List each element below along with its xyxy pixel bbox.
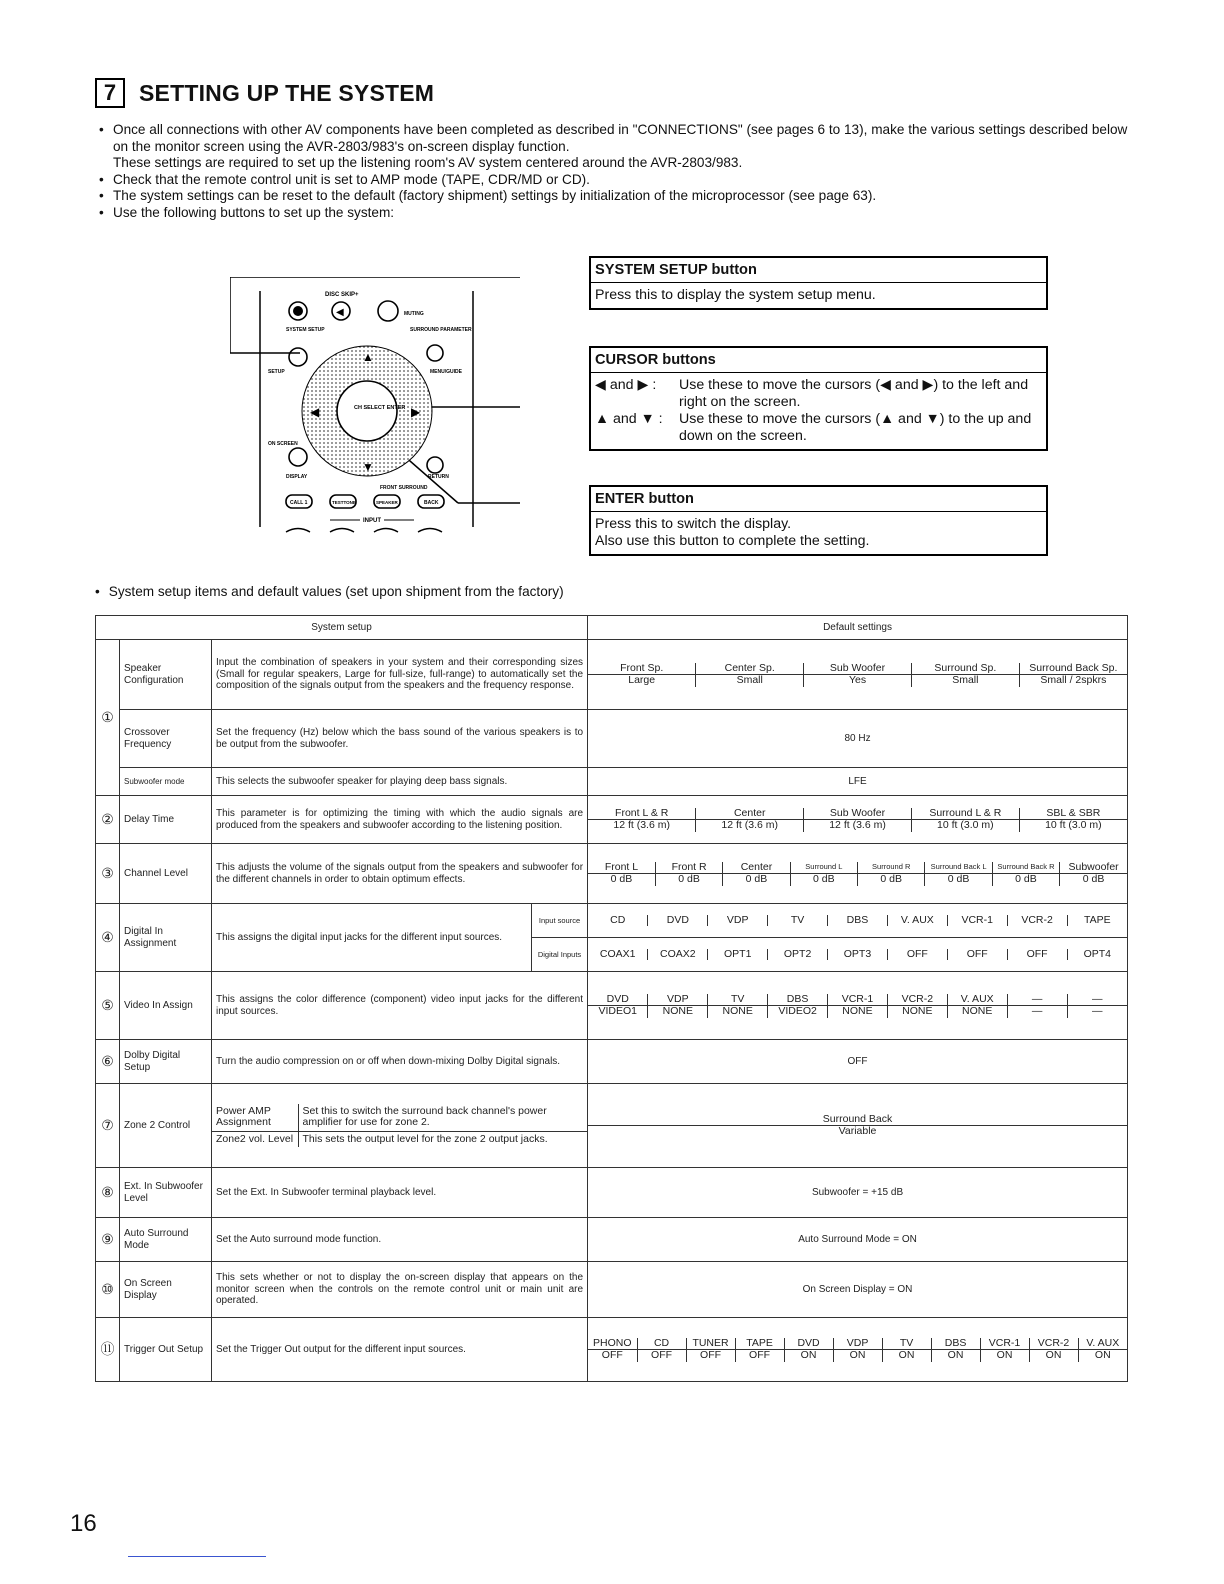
item-desc: This adjusts the volume of the signals output from the speakers and subwoofer for the different channels in order to obtain optimum effects. [212,844,588,904]
item-name: Ext. In Subwoofer Level [120,1168,212,1218]
ud-key: ▲ and ▼ : [595,411,663,427]
lr-text: Use these to move the cursors (◀ and ▶) to the left and right on the screen. [679,377,1029,410]
bullet-item: • Once all connections with other AV components have been completed as described in "CONNECTIONS" (see pages 6 to 13), make the various settings described below on the monitor screen using the AVR-2803/983's on-screen display function. These settings are required to set up the listening room's AV system centered around the AVR-2803/983. [95,122,1135,172]
svg-text:MENU/GUIDE: MENU/GUIDE [430,369,462,375]
default-value: 80 Hz [588,710,1128,768]
row-number: ⑩ [96,1262,120,1318]
lr-key: ◀ and ▶ : [595,377,657,393]
svg-text:▲: ▲ [362,350,374,364]
item-name: Channel Level [120,844,212,904]
row-number: ⑪ [96,1318,120,1382]
callout-title: SYSTEM SETUP button [591,258,1046,283]
section-number: 7 [95,78,125,108]
callout-text: Press this to switch the display. [595,516,792,532]
bullet-item: • Use the following buttons to set up the system: [95,205,1135,222]
item-desc: Set the Trigger Out output for the different input sources. [212,1318,588,1382]
svg-text:▶: ▶ [411,405,421,419]
svg-text:◀: ◀ [310,405,320,419]
system-setup-callout [589,256,1048,310]
speaker-config-values: Front Sp. Center Sp. Sub Woofer Surround Sp. Surround Back Sp. Large Small Yes Small Small / 2spkrs [588,663,1127,687]
item-desc: This sets whether or not to display the on-screen display that appears on the monitor screen when the controls on the remote control unit or main unit are operated. [212,1262,588,1318]
bullet-item: • The system settings can be reset to the default (factory shipment) settings by initialization of the microprocessor (see page 63). [95,188,1135,205]
svg-text:SYSTEM SETUP: SYSTEM SETUP [286,327,325,333]
item-desc: This assigns the digital input jacks for the different input sources. [212,904,532,972]
item-desc: Set the Auto surround mode function. [212,1218,588,1262]
callout-text: Also use this button to complete the setting. [595,533,870,549]
default-value: On Screen Display = ON [588,1262,1128,1318]
cursor-callout [589,346,1048,451]
svg-text:MUTING: MUTING [404,311,424,317]
row-number: ③ [96,844,120,904]
input-source-label: Input source [532,904,588,938]
zone2-subitems: Power AMP Assignment Set this to switch the surround back channel's power amplifier for use for zone 2. Zone2 vol. Level This sets the output level for the zone 2 output jacks. [212,1104,587,1148]
item-name: On Screen Display [120,1262,212,1318]
bullet-item: • Check that the remote control unit is set to AMP mode (TAPE, CDR/MD or CD). [95,172,1135,189]
item-name: Trigger Out Setup [120,1318,212,1382]
item-name: Subwoofer mode [120,768,212,796]
svg-text:SPEAKER: SPEAKER [376,500,398,505]
item-desc: Set the Ext. In Subwoofer terminal playback level. [212,1168,588,1218]
svg-text:SETUP: SETUP [268,369,285,375]
callout-text: Press this to display the system setup menu. [595,287,876,303]
row-number: ⑨ [96,1218,120,1262]
table-head-left: System setup [96,616,588,640]
svg-text:DISPLAY: DISPLAY [286,474,308,480]
item-name: Zone 2 Control [120,1084,212,1168]
item-desc: This assigns the color difference (component) video input jacks for the different input sources. [212,972,588,1040]
row-number: ④ [96,904,120,972]
footer-rule [128,1556,266,1557]
digital-in-inputs: COAX1 COAX2 OPT1 OPT2 OPT3 OFF OFF OFF OPT4 [588,949,1127,961]
item-desc: Turn the audio compression on or off when down-mixing Dolby Digital signals. [212,1040,588,1084]
item-name: Crossover Frequency [120,710,212,768]
svg-text:DISC SKIP+: DISC SKIP+ [325,292,359,298]
item-name: Video In Assign [120,972,212,1040]
default-value: Subwoofer = +15 dB [588,1168,1128,1218]
svg-text:FRONT SURROUND: FRONT SURROUND [380,485,428,491]
svg-text:INPUT: INPUT [363,518,381,524]
ud-text: Use these to move the cursors (▲ and ▼) to the up and down on the screen. [679,411,1032,444]
callout-title: CURSOR buttons [591,348,1046,373]
svg-text:BACK: BACK [424,500,439,506]
item-desc: Input the combination of speakers in your system and their corresponding sizes (Small for regular speakers, Large for full-size, full-range) to automatically set the composition of the signals output from the speakers and the frequency response. [212,640,588,710]
channel-level-values: Front L Front R Center Surround L Surround R Surround Back L Surround Back R Subwoofer 0 dB 0 dB 0 dB 0 dB 0 dB 0 dB 0 dB 0 dB [588,862,1127,886]
row-number: ⑥ [96,1040,120,1084]
video-in-values: DVD VDP TV DBS VCR-1 VCR-2 V. AUX — — VIDEO1 NONE NONE VIDEO2 NONE NONE NONE — — [588,994,1127,1018]
item-desc: This selects the subwoofer speaker for playing deep bass signals. [212,768,588,796]
digital-in-sources: CD DVD VDP TV DBS V. AUX VCR-1 VCR-2 TAPE [588,915,1127,927]
section-heading [95,78,434,108]
enter-callout [589,485,1048,556]
trigger-out-values: PHONO CD TUNER TAPE DVD VDP TV DBS VCR-1 VCR-2 V. AUX OFF OFF OFF OFF ON ON ON ON ON ON ON [588,1338,1127,1362]
intro-bullets [95,122,1135,221]
svg-text:▼: ▼ [362,460,374,474]
svg-text:TESTTONE: TESTTONE [332,500,356,505]
delay-time-values: Front L & R Center Sub Woofer Surround L & R SBL & SBR 12 ft (3.6 m) 12 ft (3.6 m) 12 ft (3.6 m) 10 ft (3.0 m) 10 ft (3.0 m) [588,808,1127,832]
svg-text:SURROUND PARAMETER: SURROUND PARAMETER [410,327,472,333]
svg-text:ON SCREEN: ON SCREEN [268,441,298,447]
row-number: ⑧ [96,1168,120,1218]
svg-text:CALL 1: CALL 1 [290,500,308,506]
svg-text:RETURN: RETURN [428,474,449,480]
item-name: Speaker Configuration [120,640,212,710]
default-value: OFF [588,1040,1128,1084]
item-desc: This parameter is for optimizing the timing with which the audio signals are produced from the speakers and subwoofer according to the listening position. [212,796,588,844]
table-caption: • System setup items and default values (set upon shipment from the factory) [95,584,564,599]
default-value: LFE [588,768,1128,796]
row-number: ② [96,796,120,844]
svg-text:CH SELECT ENTER: CH SELECT ENTER [354,405,406,411]
row-number: ① [96,640,120,796]
item-name: Digital In Assignment [120,904,212,972]
section-title: SETTING UP THE SYSTEM [139,79,435,106]
default-value: Auto Surround Mode = ON [588,1218,1128,1262]
row-number: ⑦ [96,1084,120,1168]
digital-inputs-label: Digital Inputs [532,938,588,972]
item-name: Dolby Digital Setup [120,1040,212,1084]
item-name: Delay Time [120,796,212,844]
table-head-right: Default settings [588,616,1128,640]
remote-illustration [230,277,520,533]
callout-title: ENTER button [591,487,1046,512]
system-setup-table [95,615,1128,1382]
svg-text:◀: ◀ [336,307,344,318]
item-desc: Set the frequency (Hz) below which the bass sound of the various speakers is to be output from the subwoofer. [212,710,588,768]
row-number: ⑤ [96,972,120,1040]
page-number: 16 [70,1510,97,1537]
zone2-values: Surround Back Variable [588,1114,1127,1138]
item-name: Auto Surround Mode [120,1218,212,1262]
